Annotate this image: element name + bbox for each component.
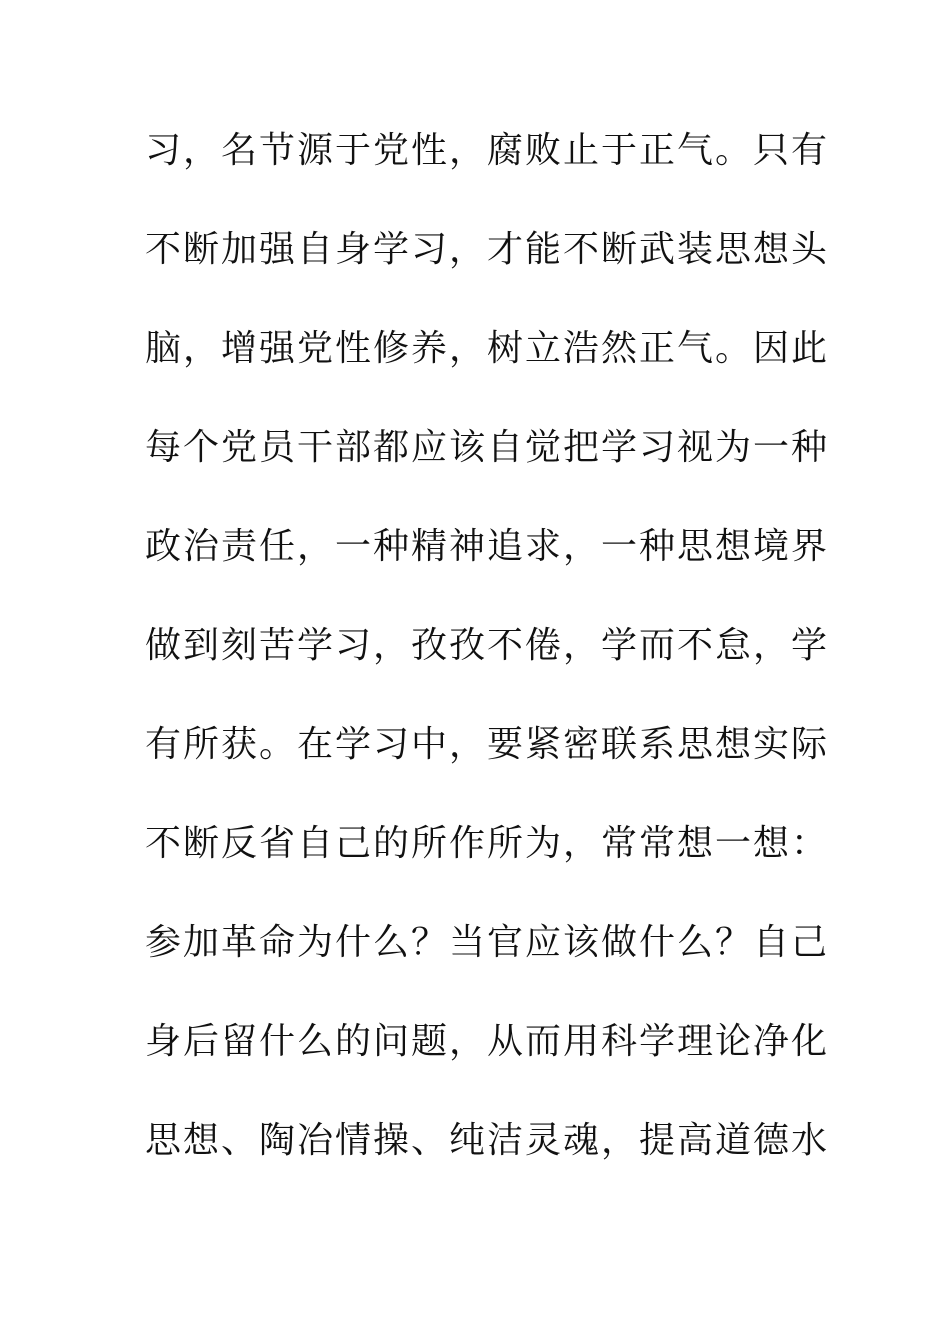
text-line: 脑，增强党性修养，树立浩然正气。因此 (145, 328, 830, 369)
text-line: 思想、陶冶情操、纯洁灵魂，提高道德水 (145, 1120, 830, 1161)
text-line: 习，名节源于党性，腐败止于正气。只有 (145, 130, 830, 171)
text-line: 每个党员干部都应该自觉把学习视为一种 (145, 427, 830, 468)
text-line: 不断反省自己的所作所为，常常想一想： (145, 823, 830, 864)
text-line: 参加革命为什么？当官应该做什么？自己 (145, 922, 830, 963)
text-line: 不断加强自身学习，才能不断武装思想头 (145, 229, 830, 270)
text-line: 政治责任，一种精神追求，一种思想境界 (145, 526, 830, 567)
text-line: 有所获。在学习中，要紧密联系思想实际 (145, 724, 830, 765)
body-text (145, 118, 830, 1207)
text-line: 身后留什么的问题，从而用科学理论净化 (145, 1021, 830, 1062)
text-line: 做到刻苦学习，孜孜不倦，学而不怠，学 (145, 625, 830, 666)
